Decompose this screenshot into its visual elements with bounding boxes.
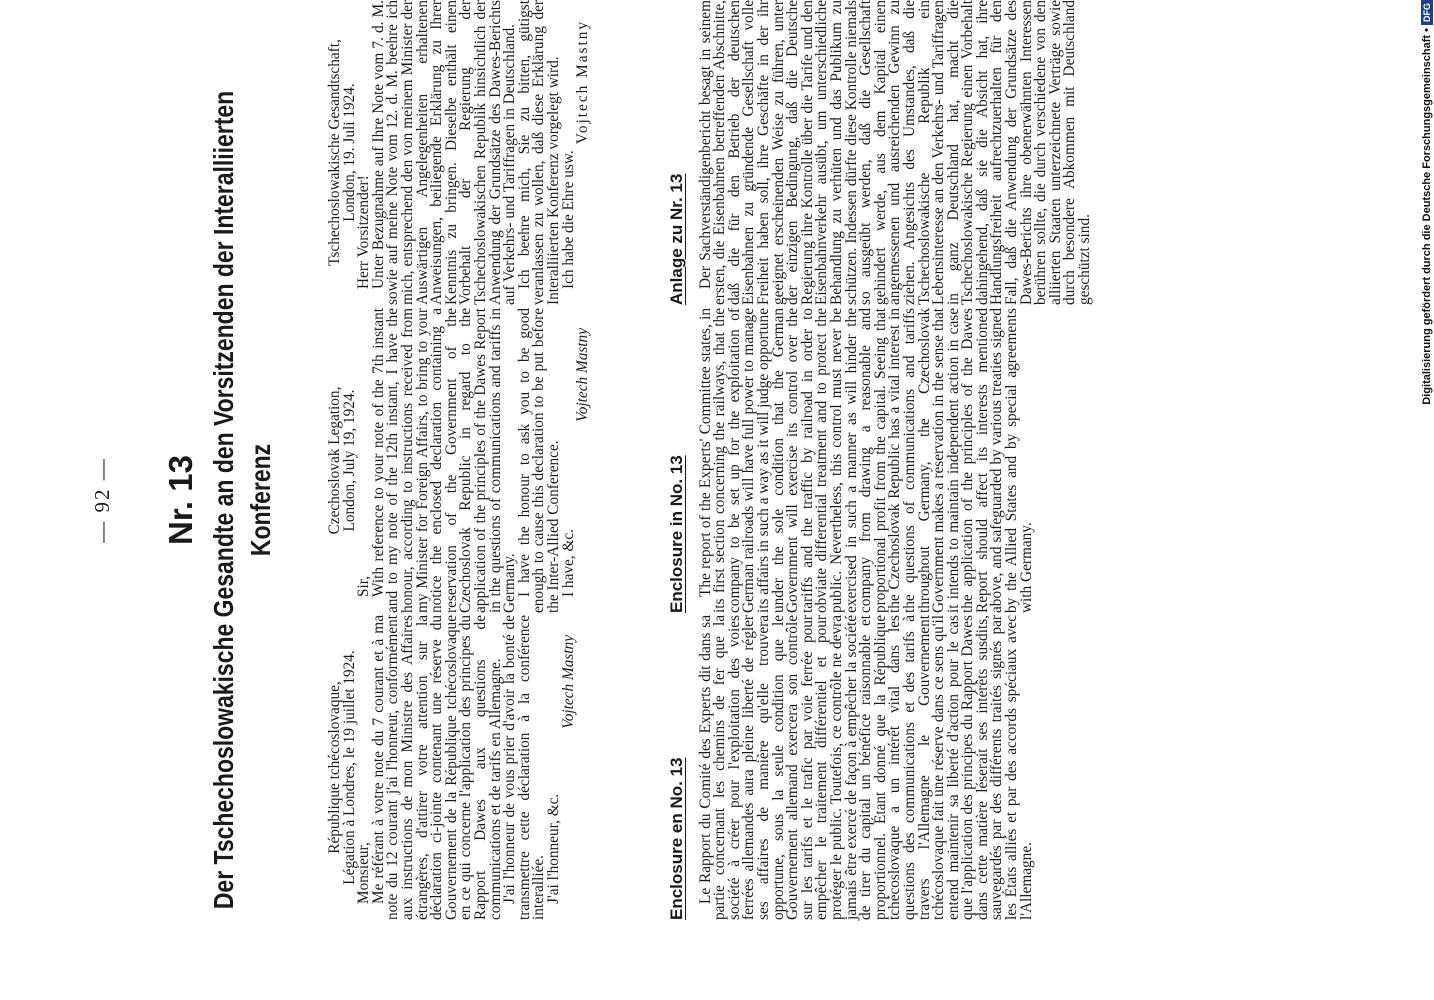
closing-request: I have the honour to ask you to be good enough to cause this declaration to be put before the Inter-Allied Conference. [515, 308, 562, 613]
digitization-credit [1420, 0, 1434, 1000]
date-line: London, July 19, 1924. [340, 389, 358, 532]
letter-place-date [328, 308, 357, 613]
enclosure-heading: Anlage zu Nr. 13 [667, 173, 686, 305]
enclosure-heading: Enclosure in No. 13 [667, 455, 686, 613]
date-line: London, 19. Juli 1924. [340, 83, 358, 222]
document-number: Nr. 13 [162, 455, 199, 545]
letter-german [328, 0, 591, 305]
date-line: Légation à Londres, le 19 juillet 1924. [340, 650, 358, 885]
closing-request: Ich beehre mich, Sie zu bitten, gütigst veranlassen zu wollen, daß diese Erklärung der Interalliierten Konferenz vorgelegt wird. [515, 0, 562, 305]
digitization-text: Digitalisierung gefördert durch die Deutsche Forschungsgemeinschaft • [1421, 28, 1433, 405]
salutation: Sir, [355, 575, 373, 597]
closing-formula: I have, &c. [559, 529, 577, 597]
enclosure-german [667, 0, 1094, 305]
enclosure-heading: Enclosure en No. 13 [667, 757, 686, 920]
letter-body: Unter Bezugnahme auf Ihre Note vom 7. d. M. sowie auf meine Note vom 12. d. M. beehre ich mich, entsprechend den von meinem Minister der Auswärtigen Angelegenheiten erhaltenen Anweisungen, beiliegende Erklärung zu Ihrer Kenntnis zu bringen. Dieselbe enthält einen Vorbehalt der Regierung der Tschechoslowakischen Republik hinsichtlich der Anwendung der Grundsätze des Dawes-Berichts auf Verkehrs- und Tariffragen in Deutschland. [369, 0, 519, 305]
letter-place-date [328, 615, 357, 920]
salutation: Herr Vorsitzender! [355, 175, 373, 289]
signature: Vojtech Mastny [559, 635, 577, 729]
document-title: Der Tschechoslowakische Gesandte an den Vorsitzenden der Interalliierten Konferenz [208, 90, 276, 910]
letter-place-date [328, 0, 357, 305]
closing-formula: Ich habe die Ehre usw. [559, 150, 577, 289]
letter-body: Me référant à votre note du 7 courant et à ma note du 12 courant j'ai l'honneur, conformément aux instructions de mon Ministre des Affaires étrangères, d'attirer votre attention sur la déclaration ci-jointe contenant une réserve du Gouvernement de la République tchécoslovaque en ce qui concerne l'application des principes du Rapport Dawes aux questions de communications et de tarifs en Allemagne. [369, 615, 504, 920]
enclosure-english [667, 308, 1035, 613]
signature: Vojtech Mastny [574, 328, 592, 422]
place-line: Tschechoslowakische Gesandtschaft, [326, 39, 343, 266]
letter-body: With reference to your note of the 7th instant and to my note of the 12th instant, I have the honour, according to instructions received from my Minister for Foreign Affairs, to bring to your notice the enclosed declaration containing a reservation of the Government of the Czechoslovak Republic in regard to the application of the principles of the Dawes Report in the questions of communications and tariffs in Germany. [369, 308, 519, 613]
enclosure-french [667, 615, 1035, 920]
page-number: — 92 — [90, 457, 114, 543]
enclosure-text: Der Sachverständigenbericht besagt in seinem ersten, die Eisenbahnen betreffenden Abschnitte, daß die für den Betrieb der deutschen Eisenbahnen zu gründende Gesellschaft volle Freiheit haben soll, ihre Geschäfte in der ihr geeignet erscheinenden Weise zu führen, unter der einzigen Bedingung, daß die Deutsche Regierung ihre Kontrolle über die Tarife und den Eisenbahnverkehr ausübt, um unterschiedliche Behandlung zu verhüten und das Publikum zu schützen. Indessen dürfte diese Kontrolle niemals so ausgeübt werden, daß die Gesellschaft gehindert werde, aus dem Kapital einen angemessenen und ausreichenden Gewinn zu ziehen. Angesichts des Umstandes, daß die Tschechoslowakische Republik ein Lebensinteresse an den Verkehrs- und Tariffragen in ganz Deutschland hat, macht die Tschechoslowakische Regierung einen Vorbehalt dahingehend, daß sie die Absicht hat, ihre Handlungsfreiheit aufrechtzuerhalten für den Fall, daß die Anwendung der Grundsätze des Dawes-Berichts ihre obenerwähnten Interessen berühren sollte, die durch verschiedene von den alliierten Staaten unterzeichnete Verträge sowie durch besondere Abkommen mit Deutschland geschützt sind. [696, 0, 1094, 305]
signature: Vojtech Mastny [574, 20, 592, 145]
letter-french [328, 615, 576, 920]
place-line: République tchécoslovaque, [326, 681, 343, 854]
closing-request: J'ai l'honneur de vous prier d'avoir la bonté de transmettre cette déclaration à la conférence interalliée. [501, 615, 548, 920]
closing-formula: J'ai l'honneur, &c. [544, 793, 562, 904]
enclosure-text: The report of the Experts' Committee states, in its first section concerning the railways, that the company to be set up for the exploitation of German railroads will have full power to manage its affairs in such a way as it will judge opportune under the sole condition that the German Government will exercise its control over the tariffs and the traffic by railroad in order to obviate differential treatment and to protect the public. Nevertheless, this control must never be exercised in such a manner as will hinder the company from drawing a reasonable and proportional profit from the capital. Seeing that the Czechoslovak Republic has a vital interest in the questions of communications and tariffs throughout Germany, the Czechoslovak Government makes a reservation in the sense that it intends to maintain independent action in case the application of the principles of the Dawes Report should affect its interests mentioned above, and safeguarded by various treaties signed by the Allied States and by special agreements with Germany. [696, 308, 1035, 613]
letter-english [328, 308, 591, 613]
dfg-logo: DFG [1421, 0, 1433, 25]
place-line: Czechoslovak Legation, [326, 386, 343, 535]
enclosure-text: Le Rapport du Comité des Experts dit dans sa partie concernant les chemins de fer que la société à créer pour l'exploitation des voies ferrées allemandes aura pleine liberté de régler ses affaires de manière qu'elle trouvera opportune, sous la seule condition que le Gouvernement allemand exercera son contrôle sur les tarifs et le trafic par voie ferrée pour empêcher le traitement différentiel et pour protéger le public. Toutefois, ce contrôle ne devra jamais être exercé de façon à empêcher la société de tirer du capital un bénéfice raisonnable et proportionnel. Étant donné que la République tchécoslovaque a un intérêt vital dans les questions des communications et des tarifs à travers l'Allemagne le Gouvernement tchécoslovaque fait une réserve dans ce sens qu'il entend maintenir sa liberté d'action pour le cas que l'application des principes du Rapport Dawes dans cette matière léserait ses intérêts susdits, sauvegardés par des différents traités signés par les États alliés et par des accords spéciaux avec l'Allemagne. [696, 615, 1035, 920]
salutation: Monsieur, [355, 842, 373, 904]
